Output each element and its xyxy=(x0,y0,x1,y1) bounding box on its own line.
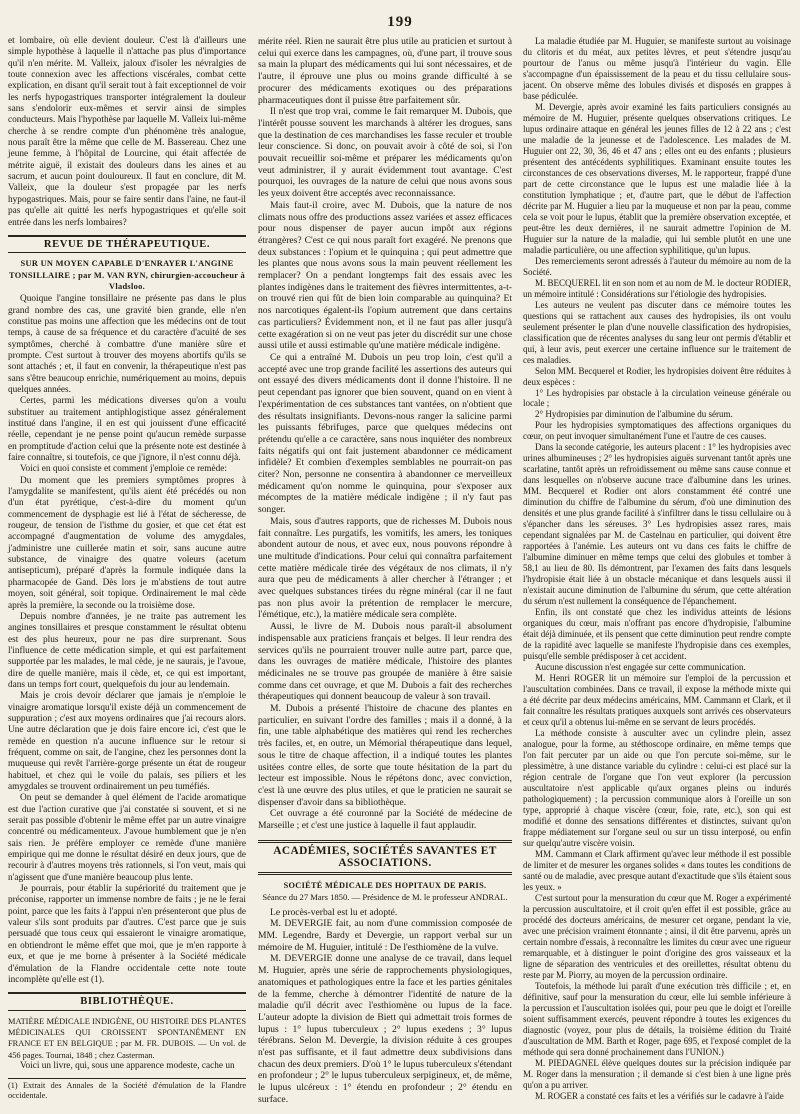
continued-paragraph: et lombaire, où elle devient douleur. C'est là d'ailleurs une simple hypothèse à laquelle il n'attache pas plus d'importance qu'il n'en mérite. M. Valleix, jaloux d'isoler les névralgies de toute connexion avec les affections viscérales, combat cette explication, en disant qu'il serait tout à fait exceptionnel de voir les nerfs hypogastriques transporter intégralement la douleur sans s'endolorir eux-mêmes et servir ainsi de simples conducteurs. Mais l'hypothèse par laquelle M. Valleix lui-même cherche à se rendre compte d'un phénomène très analogue, nous paraît être la même que celle de M. Bassereau. Chez une jeune femme, à l'hôpital de Lourcine, qui était affectée de métrite aiguë, il existait des douleurs dans les aines et au sacrum, et aucun point douloureux. Il faut en conclure, dit M. Valleix, que la douleur s'est propagée par les nerfs hypogastriques. Mais, pour se faire sentir dans l'aine, ne faut-il pas qu'elle ait quitté les nerfs hypogastriques et qu'elle soit entrée dans les nerfs lombaires? xyxy=(8,36,246,228)
paragraph: Les auteurs ne veulent pas discuter dans ce mémoire toutes les questions qui se rattachent aux causes des hydropisies, ils ont voulu seulement présenter le plan d'une nouvelle classification des hydropisies, classification que de récentes analyses du sang leur ont permis d'établir et qui, à leur avis, peut exercer une certaine influence sur le traitement de ces maladies. xyxy=(523,299,791,365)
column-middle xyxy=(258,36,512,1106)
paragraph: M. Henri ROGER lit un mémoire sur l'emploi de la percussion et l'auscultation combinées. Dans ce travail, il expose la méthode mixte qui a été décrite par deux médecins américains, MM. Cammann et Clark, et il fait connaître les résultats pratiques auxquels sont arrivés ces observateurs et ceux qu'il a obtenus lui-même en se servant de leurs procédés. xyxy=(523,673,791,728)
paragraph: La méthode consiste à ausculter avec un cylindre plein, assez analogue, pour la forme, au stéthoscope ordinaire, en même temps que l'on fait percuter par un aide ou que l'on percute soi-même, sur le plessimètre, à une distance variable du cylindre : celui-ci est placé sur la région centrale de l'organe que l'on veut explorer (la percussion auscultatoire n'est applicable qu'aux organes pleins ou indurés pathologiquement) ; la percussion communique alors à l'oreille un son type, approprié à chaque viscère (cœur, foie, rate, etc.), son qui est modifié et donne des sensations différentes et distinctes, suivant qu'on frappe médiatement sur l'organe seul ou sur un tissu interposé, ou enfin sur quelqu'autre viscère voisin. xyxy=(523,728,791,848)
section-title-therapeutique: REVUE DE THÉRAPEUTIQUE. xyxy=(8,235,246,253)
paragraph: MM. Cammann et Clark affirment qu'avec leur méthode il est possible de limiter et de mesurer les organes solides « dans toutes les conditions de santé ou de maladie, avec presque autant d'exactitude que s'ils étaient sous les yeux. » xyxy=(523,848,791,892)
paragraph: La maladie étudiée par M. Huguier, se manifeste surtout au voisinage du clitoris et du méat, aux petites lèvres, et peut s'étendre jusqu'au pourtour de l'anus ou même jusqu'à l'intérieur du vagin. Elle s'accompagne d'un épaississement de la peau et du tissu cellulaire sous-jacent. On observe même des lobules divisés et disposés en grappes à base pédiculée. xyxy=(523,36,791,101)
paragraph: On peut se demander à quel élément de l'acide aromatique est due l'action curative que j'ai constatée si souvent, et si ne serait pas possible d'obtenir le même effet par un autre vinaigre concentré ou médicamenteux. J'avoue humblement que je n'en sais rien. Je préfère employer ce remède d'une manière empirique qui me donne le résultat désiré en deux jours, que de recourir à d'autres moyens très rationnels, si l'on veut, mais qui n'agissent que d'une manière beaucoup plus lente. xyxy=(8,793,246,883)
section-title-bibliotheque: BIBLIOTHÈQUE. xyxy=(8,992,246,1010)
book-entry: MATIÈRE MÉDICALE INDIGÈNE, OU HISTOIRE DES PLANTES MÉDICINALES QUI CROISSENT SPONTANÉMENT EN FRANCE ET EN BELGIQUE ; par M. FR. DUBOIS. — Un vol. de 456 pages. Tournai, 1848 ; chez Casterman. xyxy=(8,1016,246,1060)
page-number: 199 xyxy=(387,14,413,30)
paragraph: Mais, sous d'autres rapports, que de richesses M. Dubois nous fait connaître. Les purgatifs, les vomitifs, les amers, les toniques abondent autour de nous, et avec eux, nous pouvons répondre à une multitude d'indications. Pour celui qui connaîtra parfaitement cette matière médicale tirée des végétaux de nos climats, il n'y aura que peu de médicaments à aller chercher à l'étranger ; et avec quelques substances tirées du règne minéral (car il ne faut pas non plus avoir la prétention de remplacer le mercure, l'émétique, etc.), la matière médicale sera complète. xyxy=(258,515,512,621)
paragraph: Cet ouvrage a été couronné par la Société de médecine de Marseille ; et c'est une justice à laquelle il faut applaudir. xyxy=(258,808,512,832)
paragraph: Toutefois, la méthode lui paraît d'une exécution très difficile ; et, en définitive, sauf pour la mensuration du cœur, elle lui semble inférieure à la percussion et l'auscultation isolées qui, pour peu que le doigt et l'oreille soient suffisamment exercés, peuvent répondre à toutes les exigences du diagnostic (voyez, pour plus de détails, la troisième édition du Traité d'auscultation de MM. Barth et Roger, page 695, et l'exposé complet de la méthode qui sera donné prochainement dans l'UNION.) xyxy=(523,980,791,1057)
session-info: Séance du 27 Mars 1850. — Présidence de M. le professeur ANDRAL. xyxy=(262,891,508,902)
paragraph: Selon MM. Becquerel et Rodier, les hydropisies doivent être réduites à deux espèces : xyxy=(523,365,791,387)
paragraph: M. Dubois a présenté l'histoire de chacune des plantes en particulier, en suivant l'ordre des familles ; mais il a donné, à la fin, une table alphabétique des matières qui rend les recherches très faciles, et, en outre, un Mémorial thérapeutique dans lequel, sous le titre de chaque affection, il a indiqué toutes les plantes usitées contre elles, de sorte que toute hésitation de la part du lecteur est impossible. Nous le répétons donc, avec conviction, c'est là une œuvre des plus utiles, et que le praticien ne saurait se dispenser d'avoir dans sa bibliothèque. xyxy=(258,703,512,808)
paragraph: M. DEVERGIE donne une analyse de ce travail, dans lequel M. Huguier, après une série de rapprochements physiologiques, anatomiques et pathologiques entre la face et les parties génitales de la femme, cherche à démontrer l'identité de nature de la maladie qu'il décrit avec l'esthiomène ou lupus de la face. L'auteur adopte la division de Biett qui admettait trois formes de lupus : 1° lupus tuberculeux ; 2° lupus exedens ; 3° lupus térébrans. Selon M. Devergie, la division réduite à ces groupes n'est pas suffisante, et il faut admettre deux subdivisions dans chacun des deux premiers. D'où 1° le lupus tuberculeux s'étendant en profondeur ; 2° le lupus tuberculeux serpigineux, et, de même, le lupus ulcéreux : 1° étendu en profondeur ; 2° étendu en surface. xyxy=(258,953,512,1105)
paragraph: Il n'est que trop vrai, comme le fait remarquer M. Dubois, que l'intérêt pousse souvent les marchands à altérer les drogues, sans que la destination de ces marchandises les fasse reculer et trouble leur conscience. Si donc, on pouvait avoir à côté de soi, si l'on pouvait recueillir soi-même et préparer les médicaments qu'on veut administrer, il y aurait évidemment tout avantage. C'est pourquoi, les ouvrages de la nature de celui que nous avons sous les yeux doivent être acceptés avec reconnaissance. xyxy=(258,106,512,200)
paragraph: Dans la seconde catégorie, les auteurs placent : 1° les hydropisies avec urines albumineuses ; 2° les hydropisies aiguës survenant tantôt après une scarlatine, tantôt après un refroidissement ou même sans cause connue et dans lesquelles on n'observe aucune trace d'albumine dans les urines. MM. Becquerel et Rodier ont alors constamment été contré une diminution du chiffre de l'albumine du sérum, d'où une diminution des densités et une plus grande facilité à s'infiltrer dans le tissu cellulaire ou à s'épancher dans les séreuses. 3° Les hydropisies assez rares, mais cependant signalées par M. de Castelnau en particulier, qui doivent être rapportées à l'anémie. Les auteurs ont vu dans ces faits le chiffre de l'albumine diminuer en même temps que celui des globules et tomber à 58,1 au lieu de 80. Ils démontrent, par l'examen des faits dans lesquels l'hydropisie était liée à un obstacle mécanique et dans lesquels aussi il n'existait aucune diminution de l'albumine du sérum, que cette altération du sérum n'est nullement la conséquence de l'épanchement. xyxy=(523,442,791,607)
paragraph: mérite réel. Rien ne saurait être plus utile au praticien et surtout à celui qui exerce dans les campagnes, où, d'une part, il trouve sous sa main la plupart des médicaments qui lui sont nécessaires, et de l'autre, il éprouve une plus ou moins grande difficulté à se procurer des médicaments exotiques ou des préparations pharmaceutiques dont il puisse être parfaitement sûr. xyxy=(258,36,512,106)
column-left xyxy=(8,36,246,1101)
paragraph: M. ROGER a constaté ces faits et les a vérifiés sur le cadavre à l'aide xyxy=(535,1090,784,1101)
society-name: SOCIÉTÉ MÉDICALE DES HOPITAUX DE PARIS. xyxy=(283,881,487,891)
paragraph: Je pourrais, pour établir la supériorité du traitement que je préconise, rapporter un immense nombre de faits ; je ne le ferai point, parce que les faits à l'appui n'en présenteront que plus de valeur s'ils sont produits par d'autres. C'est parce que je suis persuadé que tous ceux qui essaieront le vinaigre aromatique, en obtiendront le même effet que moi, que je m'en rapporte à eux, et que je me borne à présenter à la Société médicale d'émulation de la Flandre occidentale cette note toute incomplète qu'elle est (1). xyxy=(8,884,246,985)
paragraph: 2° Hydropisies par diminution de l'albumine du sérum. xyxy=(535,409,733,420)
paragraph: Aussi, le livre de M. Dubois nous paraît-il absolument indispensable aux praticiens français et belges. Il leur rendra des services qu'ils ne pourraient trouver nulle autre part, parce que, dans les ouvrages de matière médicale, l'histoire des plantes médicinales ne se trouve pas groupée de manière à être saisie comme dans cet ouvrage, et que M. Dubois a fait des recherches thérapeutiques qui donnent beaucoup de valeur à son travail. xyxy=(258,621,512,703)
paragraph: Pour les hydropisies symptomatiques des affections organiques du cœur, on peut invoquer simultanément l'une et l'autre de ces causes. xyxy=(523,420,791,442)
paragraph: Certes, parmi les médications diverses qu'on a voulu substituer au traitement antiphlogistique assez généralement institué dans l'angine, il en est qui jouissent d'une efficacité réelle, cependant je ne pense point qu'aucun remède surpasse en promptitude d'action celui que la présente note est destinée à faire connaître, si toutefois, ce que j'ignore, il n'est connu déjà. xyxy=(8,396,246,464)
paragraph: Mais faut-il croire, avec M. Dubois, que la nature de nos climats nous offre des productions assez variées et assez efficaces pour nous dispenser de payer aucun impôt aux régions étrangères? C'est ce qui nous paraît fort exagéré. Ne prenons que deux substances : l'opium et le quinquina ; qui peut admettre que les plantes que nous avons sous la main peuvent réellement les remplacer? On a pendant longtemps fait des essais avec les plantes indigènes dans le traitement des fièvres intermittentes, a-t-on trouvé rien qui fût de bien loin comparable au quinquina? Et nos narcotiques égalent-ils l'opium autrement que dans certains cas particuliers? Évidemment non, et il ne faut pas aller jusqu'à cette exagération si on ne veut pas jeter du discrédit sur une chose aussi utile et aussi estimable qu'une matière médicale indigène. xyxy=(258,199,512,352)
paragraph: Voici un livre, qui, sous une apparence modeste, cache un xyxy=(20,1060,235,1071)
article-title: SUR UN MOYEN CAPABLE D'ENRAYER L'ANGINE TONSILLAIRE ; par M. VAN RYN, chirurgien-accoucheur à Vladsloo. xyxy=(8,259,246,291)
paragraph: M. DEVERGIE fait, au nom d'une commission composée de MM. Legendre, Bardy et Devergie, un rapport verbal sur un mémoire de M. Huguier, intitulé : De l'esthiomène de la vulve. xyxy=(258,918,512,953)
paragraph: M. BECQUEREL lit en son nom et au nom de M. le docteur RODIER, un mémoire intitulé : Considérations sur l'étiologie des hydropisies. xyxy=(523,277,791,299)
paragraph: Du moment que les premiers symptômes propres à l'amygdalite se manifestent, qu'ils aient été précédés ou non d'un état pyrétique, c'est-à-dire du moment qu'un commencement de dysphagie est lié à l'état de sécheresse, de rougeur, de tension de l'isthme du gosier, et que cet état est accompagné d'augmentation de volume des amygdales, j'administre une cuillerée matin et soir, sans aucune autre substance, de vinaigre des quatre voleurs (acetum antisepticum), préparé d'après la formule indiquée dans la pharmacopée de Gand. Dès lors je m'abstiens de tout autre moyen, soit général, soit topique. Ordinairement le mal cède après la première, la seconde ou la troisième dose. xyxy=(8,475,246,611)
paragraph: Quoique l'angine tonsillaire ne présente pas dans le plus grand nombre des cas, une gravité bien grande, elle n'en constitue pas moins une affection que les médecins ont de tout temps, à cause de sa fréquence et du caractère d'acuité de ses symptômes, cherché à combattre d'une manière sûre et prompte. C'est surtout à trouver des moyens abortifs qu'ils se sont attachés ; et, il faut en convenir, la thérapeutique n'est pas sans s'être beaucoup enrichie, numériquement au moins, depuis quelques années. xyxy=(8,294,246,395)
paragraph: C'est surtout pour la mensuration du cœur que M. Roger a expérimenté la percussion auscultatoire, et il croit qu'en effet il est possible, grâce au procédé des docteurs américains, de mesurer cet organe, pendant la vie, avec une précision vraiment étonnante ; ainsi, il dit être parvenu, après un certain nombre d'essais, à reconnaître les limites du cœur avec une rigueur remarquable, et à distinguer le point d'origine des gros vaisseaux et la ligne de séparation des ventricules et des oreillettes, résultat obtenu du reste par M. Piorry, au moyen de la percussion ordinaire. xyxy=(523,892,791,980)
footnote: (1) Extrait des Annales de la Société d'émulation de la Flandre occidentale. xyxy=(8,1078,246,1101)
column-right xyxy=(523,36,791,1101)
paragraph: Voici en quoi consiste et comment j'emploie ce remède: xyxy=(20,464,228,475)
paragraph: M. PIEDAGNEL élève quelques doutes sur la précision indiquée par M. Roger dans la mensuration ; il demande si c'est bien à une ligne près qu'on a pu arriver. xyxy=(523,1057,791,1090)
paragraph: M. Devergie, après avoir examiné les faits particuliers consignés au mémoire de M. Huguier, présente quelques observations critiques. Le lupus ordinaire attaque en général les jeunes filles de 12 à 22 ans ; c'est une maladie de la jeunesse et de l'adolescence. Les malades de M. Huguier ont 22, 30, 36, 46 et 47 ans ; elles ont eu des enfants ; plusieurs présentent des antécédents syphilitiques. Examinant ensuite toutes les circonstances de ces observations diverses, M. le rapporteur, frappé d'une part de cette circonstance que le lupus est une maladie liée à la constitution lymphatique ; et, d'autre part, que le début de l'affection décrite par M. Huguier a lieu par la muqueuse et non par la peau, comme cela se voit pour le lupus, établit que la première observation exceptée, et peut-être les deux dernières, il ne saurait admettre l'opinion de M. Huguier sur la nature de la maladie, qui lui semble plutôt en une une maladie particulière, ou une affection syphilitique, qu'un lupus. xyxy=(523,101,791,255)
paragraph: Ce qui a entraîné M. Dubois un peu trop loin, c'est qu'il a accepté avec une trop grande facilité les assertions des auteurs qui ont essayé des divers médicaments dont il donne l'histoire. Il ne peut cependant pas ignorer que bien souvent, quand on en vient à l'expérimentation de ces substances tant vantées, on n'obtient que des résultats insignifiants. Devons-nous ranger la salicine parmi les puissants fébrifuges, parce que quelques médecins ont prétendu qu'elle a ce caractère, sans nous inquiéter des nombreux faits négatifs qui ont fait justement abandonner ce médicament infidèle? Et combien d'exemples semblables ne pourrait-on pas citer? Non, personne ne consentira à abandonner ce merveilleux médicament qu'on nomme le quinquina, pour s'exposer aux mécomptes de la matière médicale indigène ; il n'y faut pas songer. xyxy=(258,351,512,516)
section-title-academies: ACADÉMIES, SOCIÉTÉS SAVANTES ET ASSOCIATIONS. xyxy=(258,840,512,875)
paragraph: Depuis nombre d'années, je ne traite pas autrement les angines tonsillaires et presque constamment le résultat obtenu est des plus heureux, pour ne pas dire surprenant. Sous l'influence de cette médication simple, et qui est parfaitement supportée par les malades, le mal cède, je ne saurais, je l'avoue, dire de quelle manière, mais il cède, et, ce qui est important, dans un temps fort court, quelquefois du jour au lendemain. xyxy=(8,611,246,690)
paragraph: Le procès-verbal est lu et adopté. xyxy=(270,906,398,918)
paragraph: Mais je crois devoir déclarer que jamais je n'emploie le vinaigre aromatique lorsqu'il existe déjà un commencement de suppuration ; c'est aux moyens ordinaires que j'ai recours alors. Une autre déclaration que je dois faire encore ici, c'est que le remède en question n'a aucune influence sur le retour si fréquent, comme on sait, de l'angine, chez les personnes dont la muqueuse qui revêt l'arrière-gorge présente un état de rougeur habituel, et chez qui le voile du palais, ses piliers et les amygdales se trouvent ordinairement un peu tuméfiés. xyxy=(8,691,246,792)
paragraph: 1° Les hydropisies par obstacle à la circulation veineuse générale ou locale ; xyxy=(523,387,791,409)
paragraph: Enfin, ils ont constaté que chez les individus atteints de lésions organiques du cœur, mais n'offrant pas encore d'hydropisie, l'albumine était déjà diminuée, et ils pensent que cette diminution peut rendre compte de la rapidité avec laquelle se manifeste l'hydropisie dans ces exemples, puisqu'elle semble prédisposer à cet accident. xyxy=(523,607,791,662)
paragraph: Des remerciements seront adressés à l'auteur du mémoire au nom de la Société. xyxy=(523,255,791,277)
paragraph: Aucune discussion n'est engagée sur cette communication. xyxy=(535,662,746,673)
